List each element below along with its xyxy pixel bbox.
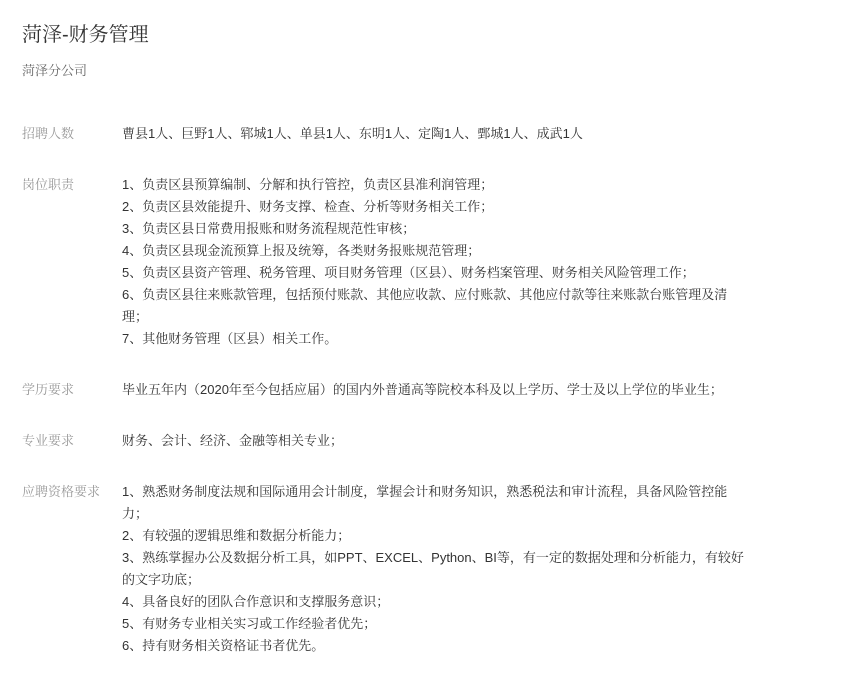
section-value: 财务、会计、经济、金融等相关专业； bbox=[122, 433, 344, 448]
section-label: 招聘人数 bbox=[22, 126, 75, 141]
page-title: 菏泽-财务管理 bbox=[22, 24, 149, 46]
list-item: 5、负责区县资产管理、税务管理、项目财务管理（区县）、财务档案管理、财务相关风险管理工作； bbox=[122, 265, 695, 280]
list-item: 3、熟练掌握办公及数据分析工具，如PPT、EXCEL、Python、BI等，有一定的数据处理和分析能力，有较好的文字功底； bbox=[122, 550, 744, 587]
section-qualifications bbox=[22, 481, 842, 657]
job-details bbox=[22, 123, 842, 686]
list-item: 4、具备良好的团队合作意识和支撑服务意识； bbox=[122, 594, 390, 609]
list-item: 1、熟悉财务制度法规和国际通用会计制度，掌握会计和财务知识，熟悉税法和审计流程，具备风险管控能力； bbox=[122, 484, 728, 521]
list-item: 7、其他财务管理（区县）相关工作。 bbox=[122, 331, 338, 346]
section-value bbox=[122, 481, 752, 657]
list-item: 6、负责区县往来账款管理，包括预付账款、其他应收款、应付账款、其他应付款等往来账款台账管理及清理； bbox=[122, 287, 728, 324]
section-label: 学历要求 bbox=[22, 382, 75, 397]
section-value: 毕业五年内（2020年至今包括应届）的国内外普通高等院校本科及以上学历、学士及以上学位的毕业生； bbox=[122, 382, 723, 397]
section-education bbox=[22, 379, 842, 401]
section-label: 岗位职责 bbox=[22, 177, 75, 192]
list-item: 4、负责区县现金流预算上报及统筹，各类财务报账规范管理； bbox=[122, 243, 481, 258]
list-item: 6、持有财务相关资格证书者优先。 bbox=[122, 638, 325, 653]
list-item: 3、负责区县日常费用报账和财务流程规范性审核； bbox=[122, 221, 416, 236]
section-major bbox=[22, 430, 842, 452]
company-name: 菏泽分公司 bbox=[22, 63, 88, 78]
section-duties bbox=[22, 174, 842, 350]
list-item: 2、负责区县效能提升、财务支撑、检查、分析等财务相关工作； bbox=[122, 199, 494, 214]
list-item: 5、有财务专业相关实习或工作经验者优先； bbox=[122, 616, 377, 631]
section-label: 专业要求 bbox=[22, 433, 75, 448]
list-item: 1、负责区县预算编制、分解和执行管控，负责区县准利润管理； bbox=[122, 177, 494, 192]
section-value bbox=[122, 174, 752, 350]
section-label: 应聘资格要求 bbox=[22, 484, 101, 499]
section-headcount bbox=[22, 123, 842, 145]
list-item: 2、有较强的逻辑思维和数据分析能力； bbox=[122, 528, 351, 543]
section-value: 曹县1人、巨野1人、郓城1人、单县1人、东明1人、定陶1人、鄄城1人、成武1人 bbox=[122, 126, 583, 141]
